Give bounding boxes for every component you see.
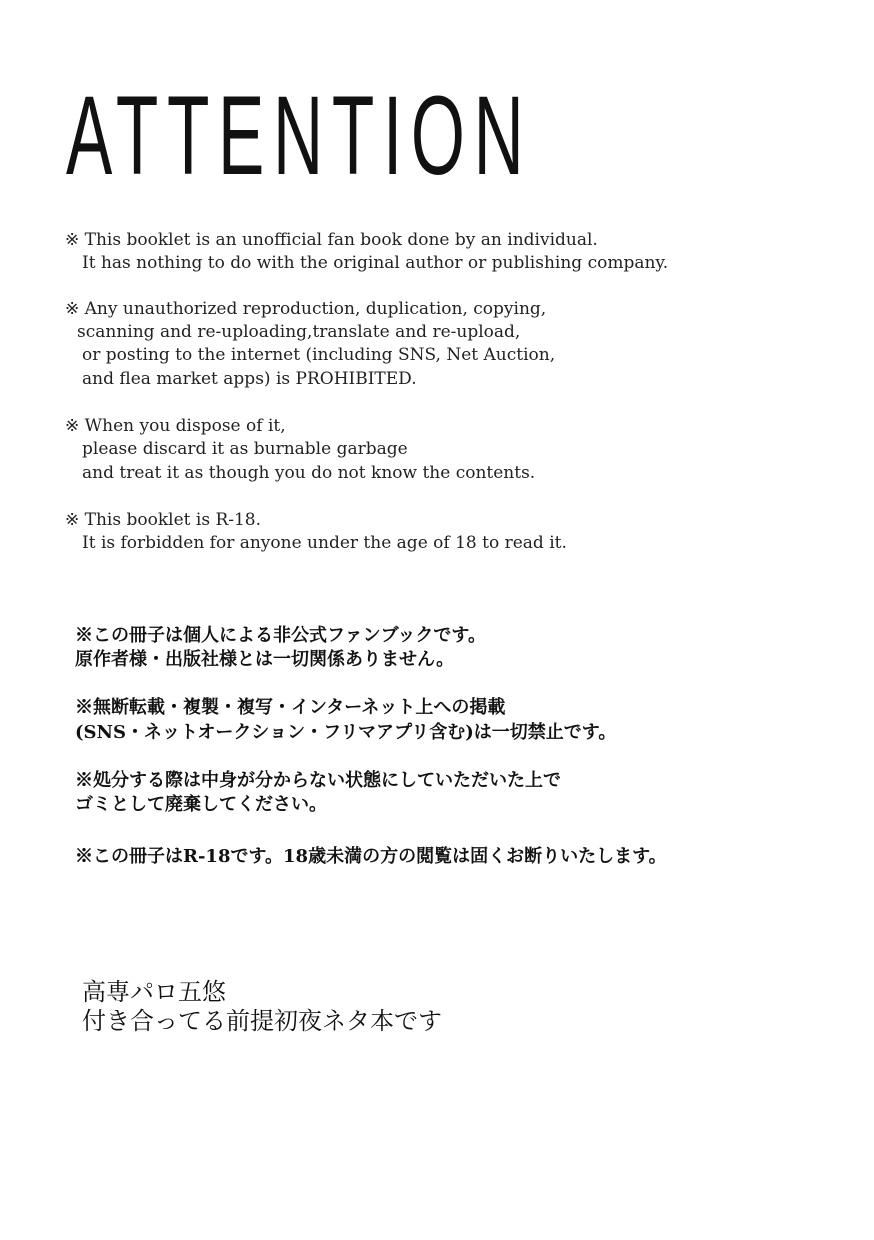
notice-line: scanning and re-uploading,translate and re-upload, <box>77 322 521 342</box>
jp-notice-line: ※無断転載・複製・複写・インターネット上への掲載 <box>75 697 506 718</box>
jp-notice-line: ※この冊子は個人による非公式ファンブックです。 <box>75 625 486 646</box>
book-description: 付き合ってる前提初夜ネタ本です <box>82 1007 442 1035</box>
notice-line: ※ Any unauthorized reproduction, duplication, copying, <box>65 299 547 319</box>
notice-line: and treat it as though you do not know the contents. <box>82 463 536 483</box>
notice-line: It has nothing to do with the original author or publishing company. <box>82 253 669 273</box>
notice-line: ※ When you dispose of it, <box>65 416 286 436</box>
page-title: ATTENTION <box>66 73 533 198</box>
jp-notice-line: (SNS・ネットオークション・フリマアプリ含む)は一切禁止です。 <box>75 722 617 743</box>
jp-notice-line: ※処分する際は中身が分からない状態にしていただいた上で <box>75 770 561 791</box>
jp-notice-line: ※この冊子はR-18です。18歳未満の方の閲覧は固くお断りいたします。 <box>75 846 667 867</box>
book-description: 高専パロ五悠 <box>82 978 226 1006</box>
notice-line: ※ This booklet is R-18. <box>65 510 262 530</box>
notice-line: and flea market apps) is PROHIBITED. <box>82 369 417 389</box>
notice-line: or posting to the internet (including SNS, Net Auction, <box>82 345 556 365</box>
jp-notice-line: ゴミとして廃棄してください。 <box>75 794 327 815</box>
jp-notice-line: 原作者様・出版社様とは一切関係ありません。 <box>75 649 455 670</box>
notice-line: It is forbidden for anyone under the age of 18 to read it. <box>82 533 567 553</box>
notice-line: ※ This booklet is an unofficial fan book done by an individual. <box>65 230 598 250</box>
notice-line: please discard it as burnable garbage <box>82 439 408 459</box>
